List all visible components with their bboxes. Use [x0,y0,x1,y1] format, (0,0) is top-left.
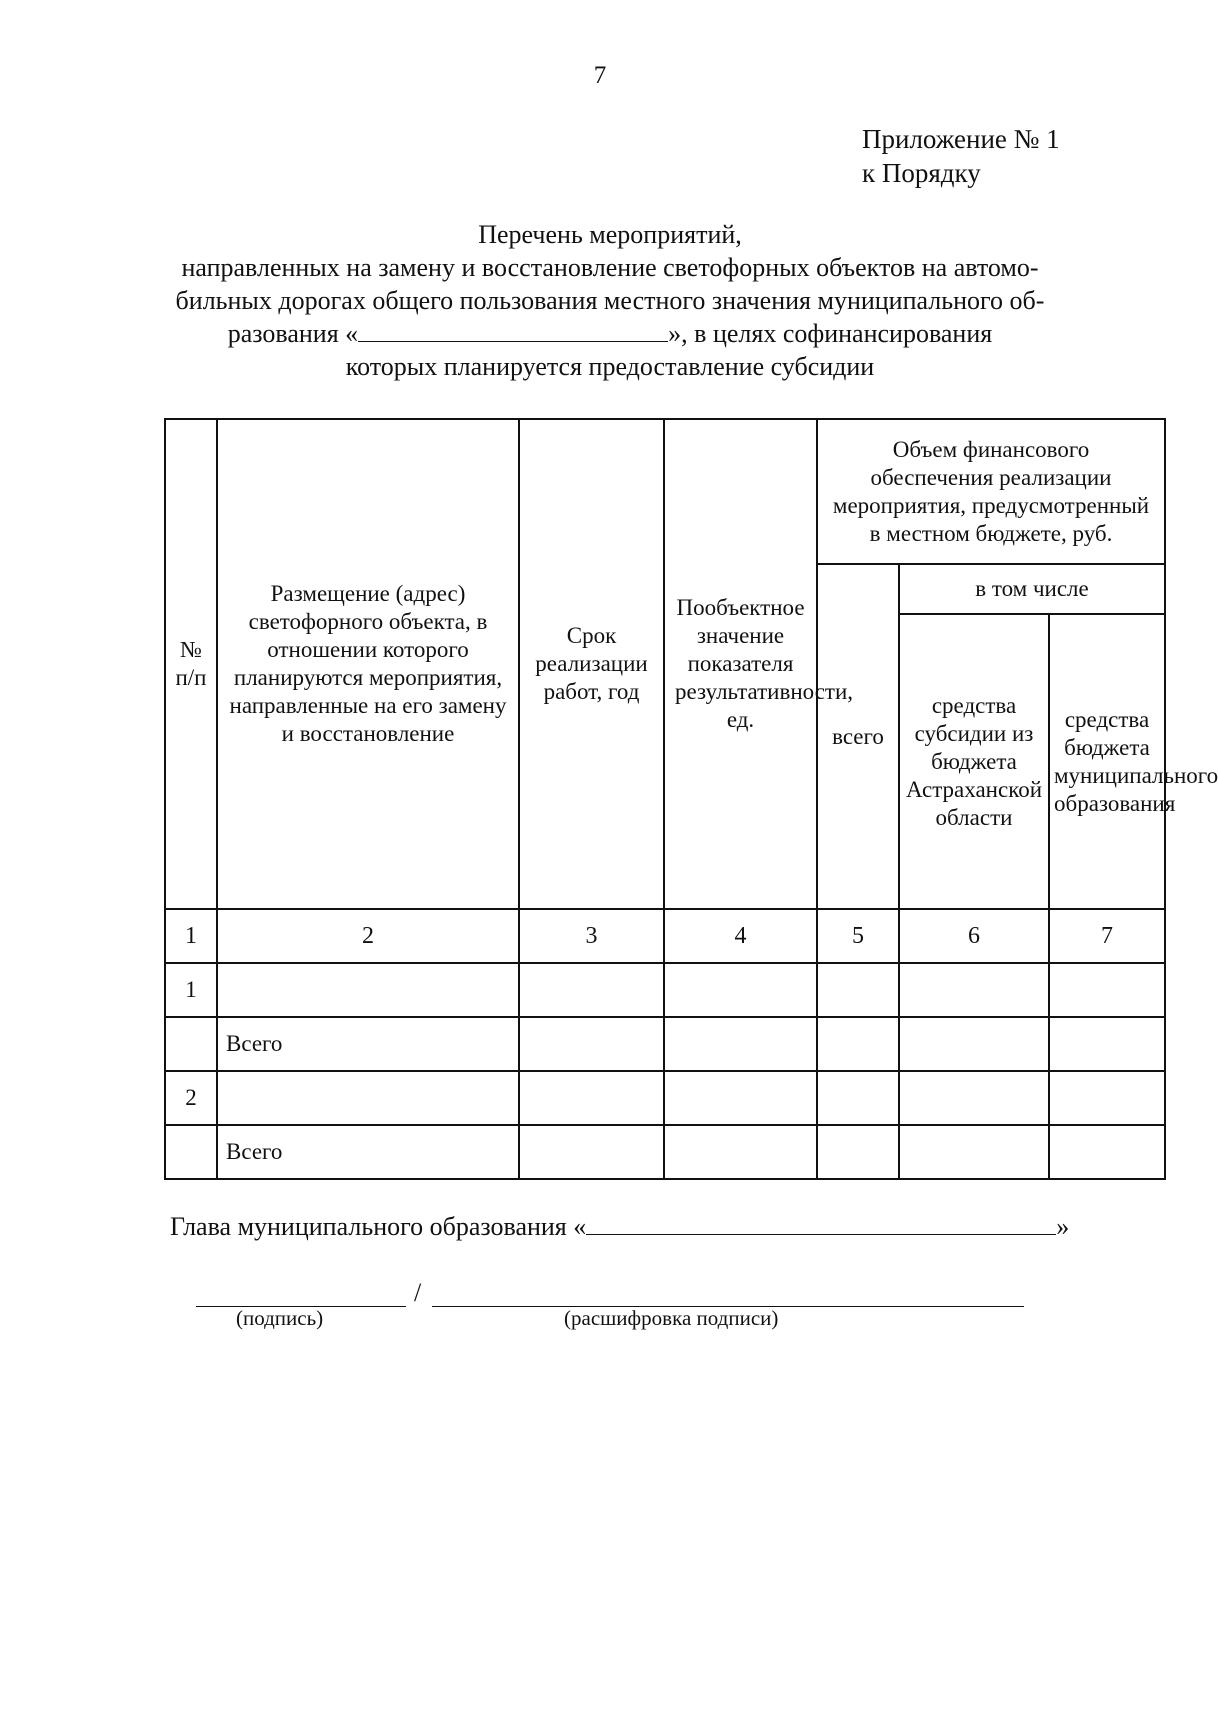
header-value: Пообъектное значение показателя результативности, ед. [664,419,817,909]
head-label-end: » [1056,1212,1070,1241]
empty-cell [899,1071,1049,1125]
empty-cell [519,1071,664,1125]
head-municipality-blank-field[interactable] [586,1212,1056,1235]
column-number: 4 [664,909,817,963]
signature-separator: / [414,1278,422,1307]
empty-cell [899,1017,1049,1071]
empty-cell [519,1017,664,1071]
row-location [217,963,519,1017]
signature-blank-field[interactable] [196,1286,406,1307]
title-line-2: направленных на замену и восстановление светофорных объектов на автомо- [181,253,1039,282]
table-row [165,1071,1165,1125]
row-location: Всего [217,1125,519,1179]
row-num [165,1017,217,1071]
table-row [165,963,1165,1017]
empty-cell [899,963,1049,1017]
empty-cell [1049,1017,1165,1071]
header-num: № п/п [165,419,217,909]
municipality-blank-field[interactable] [358,319,668,342]
column-number: 3 [519,909,664,963]
empty-cell [817,1017,899,1071]
empty-cell [817,1071,899,1125]
header-funding: Объем финансового обеспечения реализации мероприятия, предусмотренный в местном бюджете, руб. [817,419,1165,564]
row-location [217,1071,519,1125]
empty-cell [817,1125,899,1179]
row-location: Всего [217,1017,519,1071]
column-number: 2 [217,909,519,963]
head-signature-line [170,1212,1069,1242]
page-number: 7 [593,62,607,89]
empty-cell [817,963,899,1017]
column-number: 7 [1049,909,1165,963]
header-subsidy: средства субсидии из бюджета Астраханской области [899,614,1049,909]
title-line-4 [150,317,1070,350]
empty-cell [1049,1125,1165,1179]
column-number: 1 [165,909,217,963]
empty-cell [664,1071,817,1125]
header-municipal: средства бюджета муниципального образования [1049,614,1165,909]
column-number: 6 [899,909,1049,963]
empty-cell [1049,1071,1165,1125]
empty-cell [664,1017,817,1071]
appendix-label [862,122,1060,190]
table-row [165,1125,1165,1179]
header-row-1 [165,419,1165,564]
header-location: Размещение (адрес) светофорного объекта, в отношении которого планируются мероприятия, направленные на его замену и восстановление [217,419,519,909]
empty-cell [1049,963,1165,1017]
title-line-4-end: », в целях софинансирования [668,319,993,348]
column-number: 5 [817,909,899,963]
empty-cell [664,963,817,1017]
appendix-number: Приложение № 1 [862,124,1060,154]
title-line-4-start: разования « [227,319,359,348]
empty-cell [664,1125,817,1179]
empty-cell [519,1125,664,1179]
row-num: 2 [165,1071,217,1125]
signature-caption: (подпись) [236,1306,324,1330]
signature-decode-caption: (расшифровка подписи) [564,1306,779,1330]
header-including: в том числе [899,564,1165,614]
empty-cell [519,963,664,1017]
title-line-3: бильных дорогах общего пользования местного значения муниципального об- [175,286,1045,315]
header-total: всего [817,564,899,909]
document-title [150,218,1070,383]
title-line-1: Перечень мероприятий, [478,220,742,249]
column-number-row [165,909,1165,963]
appendix-reference: к Порядку [862,158,981,188]
head-label: Глава муниципального образования « [170,1212,587,1241]
row-num: 1 [165,963,217,1017]
header-term: Срок реализации работ, год [519,419,664,909]
title-line-5: которых планируется предоставление субсидии [345,352,875,381]
signature-decode-blank-field[interactable] [432,1286,1024,1307]
row-num [165,1125,217,1179]
measures-table [164,418,1218,1180]
table-row [165,1017,1165,1071]
empty-cell [899,1125,1049,1179]
